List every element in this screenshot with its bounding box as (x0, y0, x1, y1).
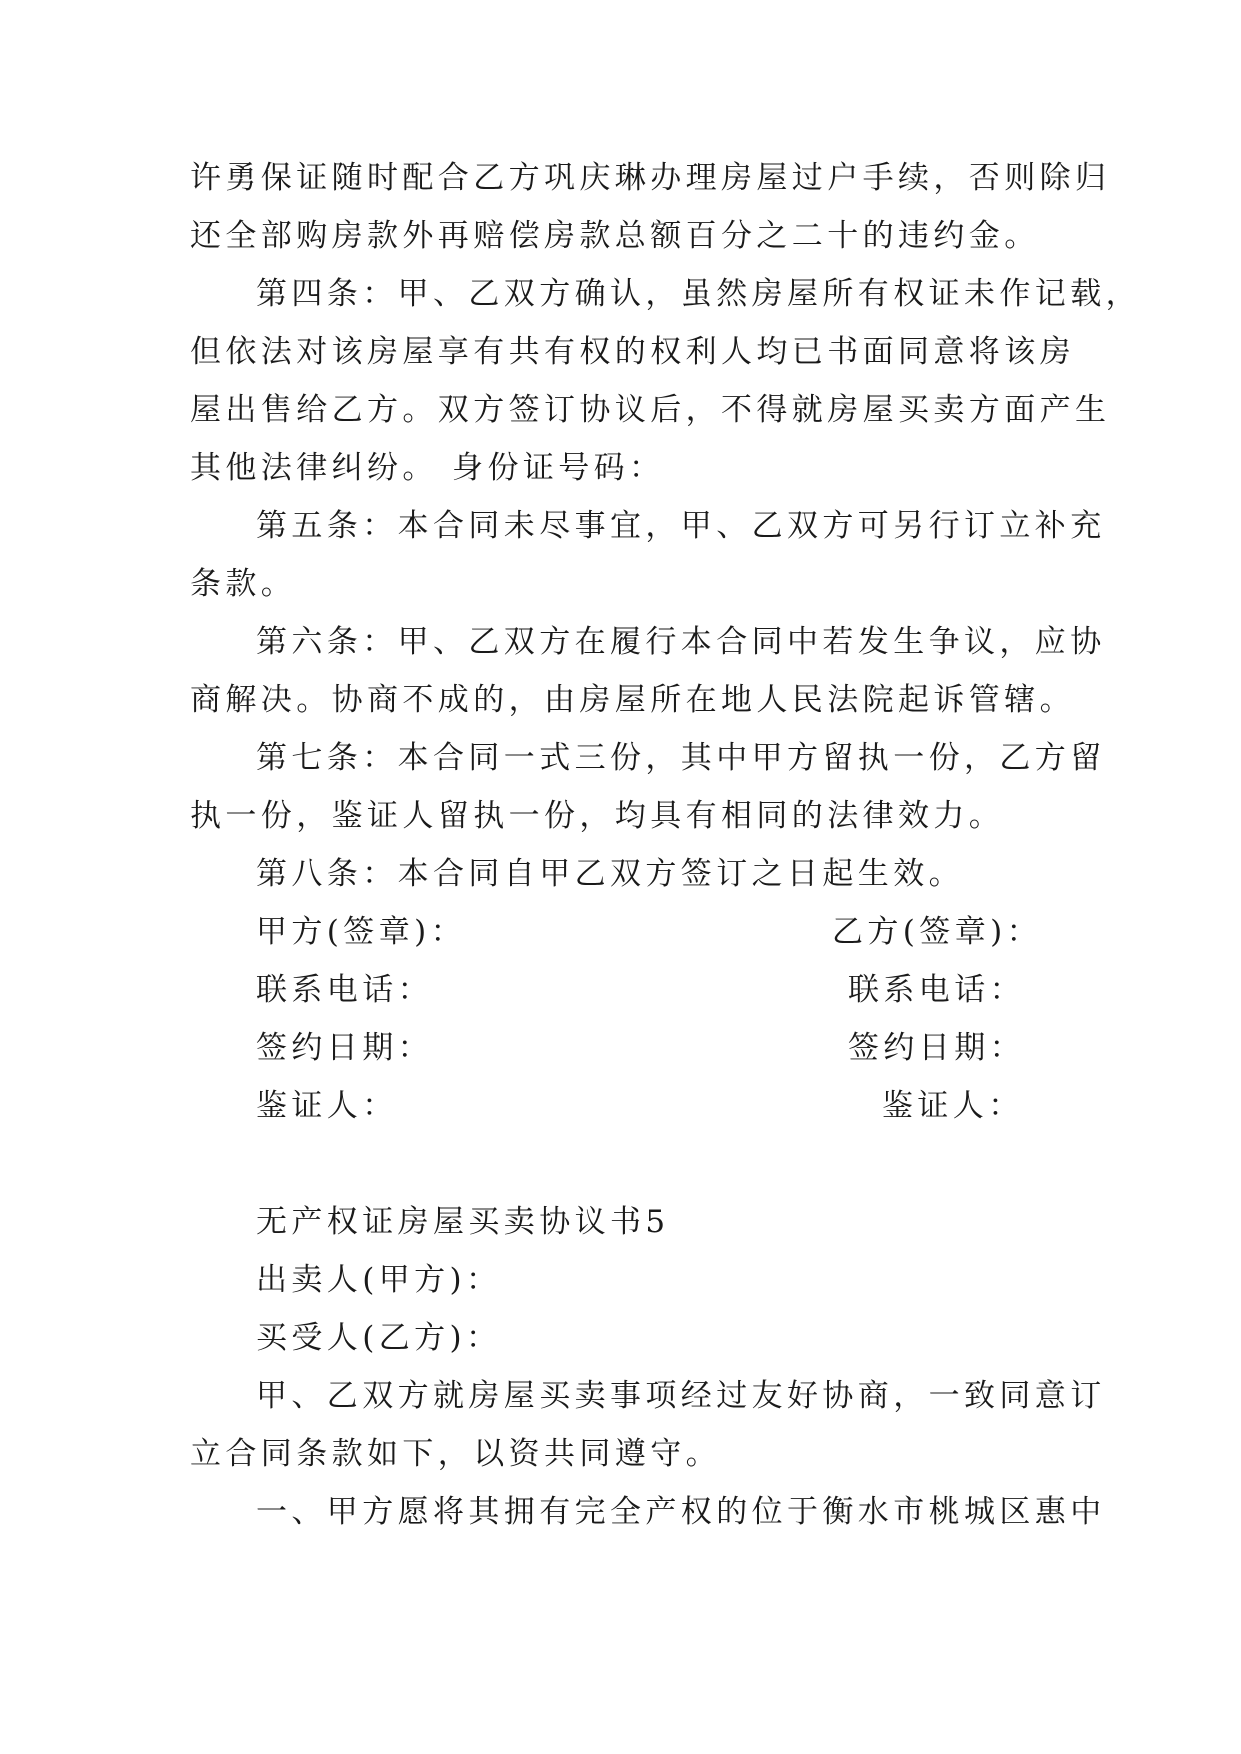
intro-line: 甲、乙双方就房屋买卖事项经过友好协商，一致同意订 (256, 1378, 1106, 1414)
body-text-line: 还全部购房款外再赔偿房款总额百分之二十的违约金。 (190, 218, 1040, 254)
buyer-label: 买受人(乙方)： (256, 1320, 502, 1356)
article-7-line: 执一份，鉴证人留执一份，均具有相同的法律效力。 (190, 798, 1005, 834)
agreement-title: 无产权证房屋买卖协议书5 (256, 1204, 670, 1240)
article-6-line: 第六条：甲、乙双方在履行本合同中若发生争议，应协 (256, 624, 1106, 660)
clause-1-line: 一、甲方愿将其拥有完全产权的位于衡水市桃城区惠中 (256, 1494, 1106, 1530)
body-text-line: 许勇保证随时配合乙方巩庆琳办理房屋过户手续，否则除归 (190, 160, 1111, 196)
party-b-witness-label: 鉴证人： (882, 1088, 1024, 1124)
article-4-line: 其他法律纠纷。 身份证号码： (190, 450, 665, 486)
article-5-line: 第五条：本合同未尽事宜，甲、乙双方可另行订立补充 (256, 508, 1106, 544)
party-a-date-label: 签约日期： (256, 1030, 433, 1066)
article-7-line: 第七条：本合同一式三份，其中甲方留执一份，乙方留 (256, 740, 1106, 776)
party-b-signature-label: 乙方(签章)： (832, 914, 1042, 950)
article-8-line: 第八条：本合同自甲乙双方签订之日起生效。 (256, 856, 964, 892)
seller-label: 出卖人(甲方)： (256, 1262, 502, 1298)
article-4-line: 屋出售给乙方。双方签订协议后，不得就房屋买卖方面产生 (190, 392, 1111, 428)
article-4-line: 第四条：甲、乙双方确认，虽然房屋所有权证未作记载， (256, 276, 1141, 312)
article-6-line: 商解决。协商不成的，由房屋所在地人民法院起诉管辖。 (190, 682, 1075, 718)
party-b-phone-label: 联系电话： (848, 972, 1025, 1008)
party-a-witness-label: 鉴证人： (256, 1088, 398, 1124)
article-5-line: 条款。 (190, 566, 297, 602)
intro-line: 立合同条款如下，以资共同遵守。 (190, 1436, 721, 1472)
party-a-signature-label: 甲方(签章)： (256, 914, 466, 950)
party-a-phone-label: 联系电话： (256, 972, 433, 1008)
article-4-line: 但依法对该房屋享有共有权的权利人均已书面同意将该房 (190, 334, 1075, 370)
party-b-date-label: 签约日期： (848, 1030, 1025, 1066)
